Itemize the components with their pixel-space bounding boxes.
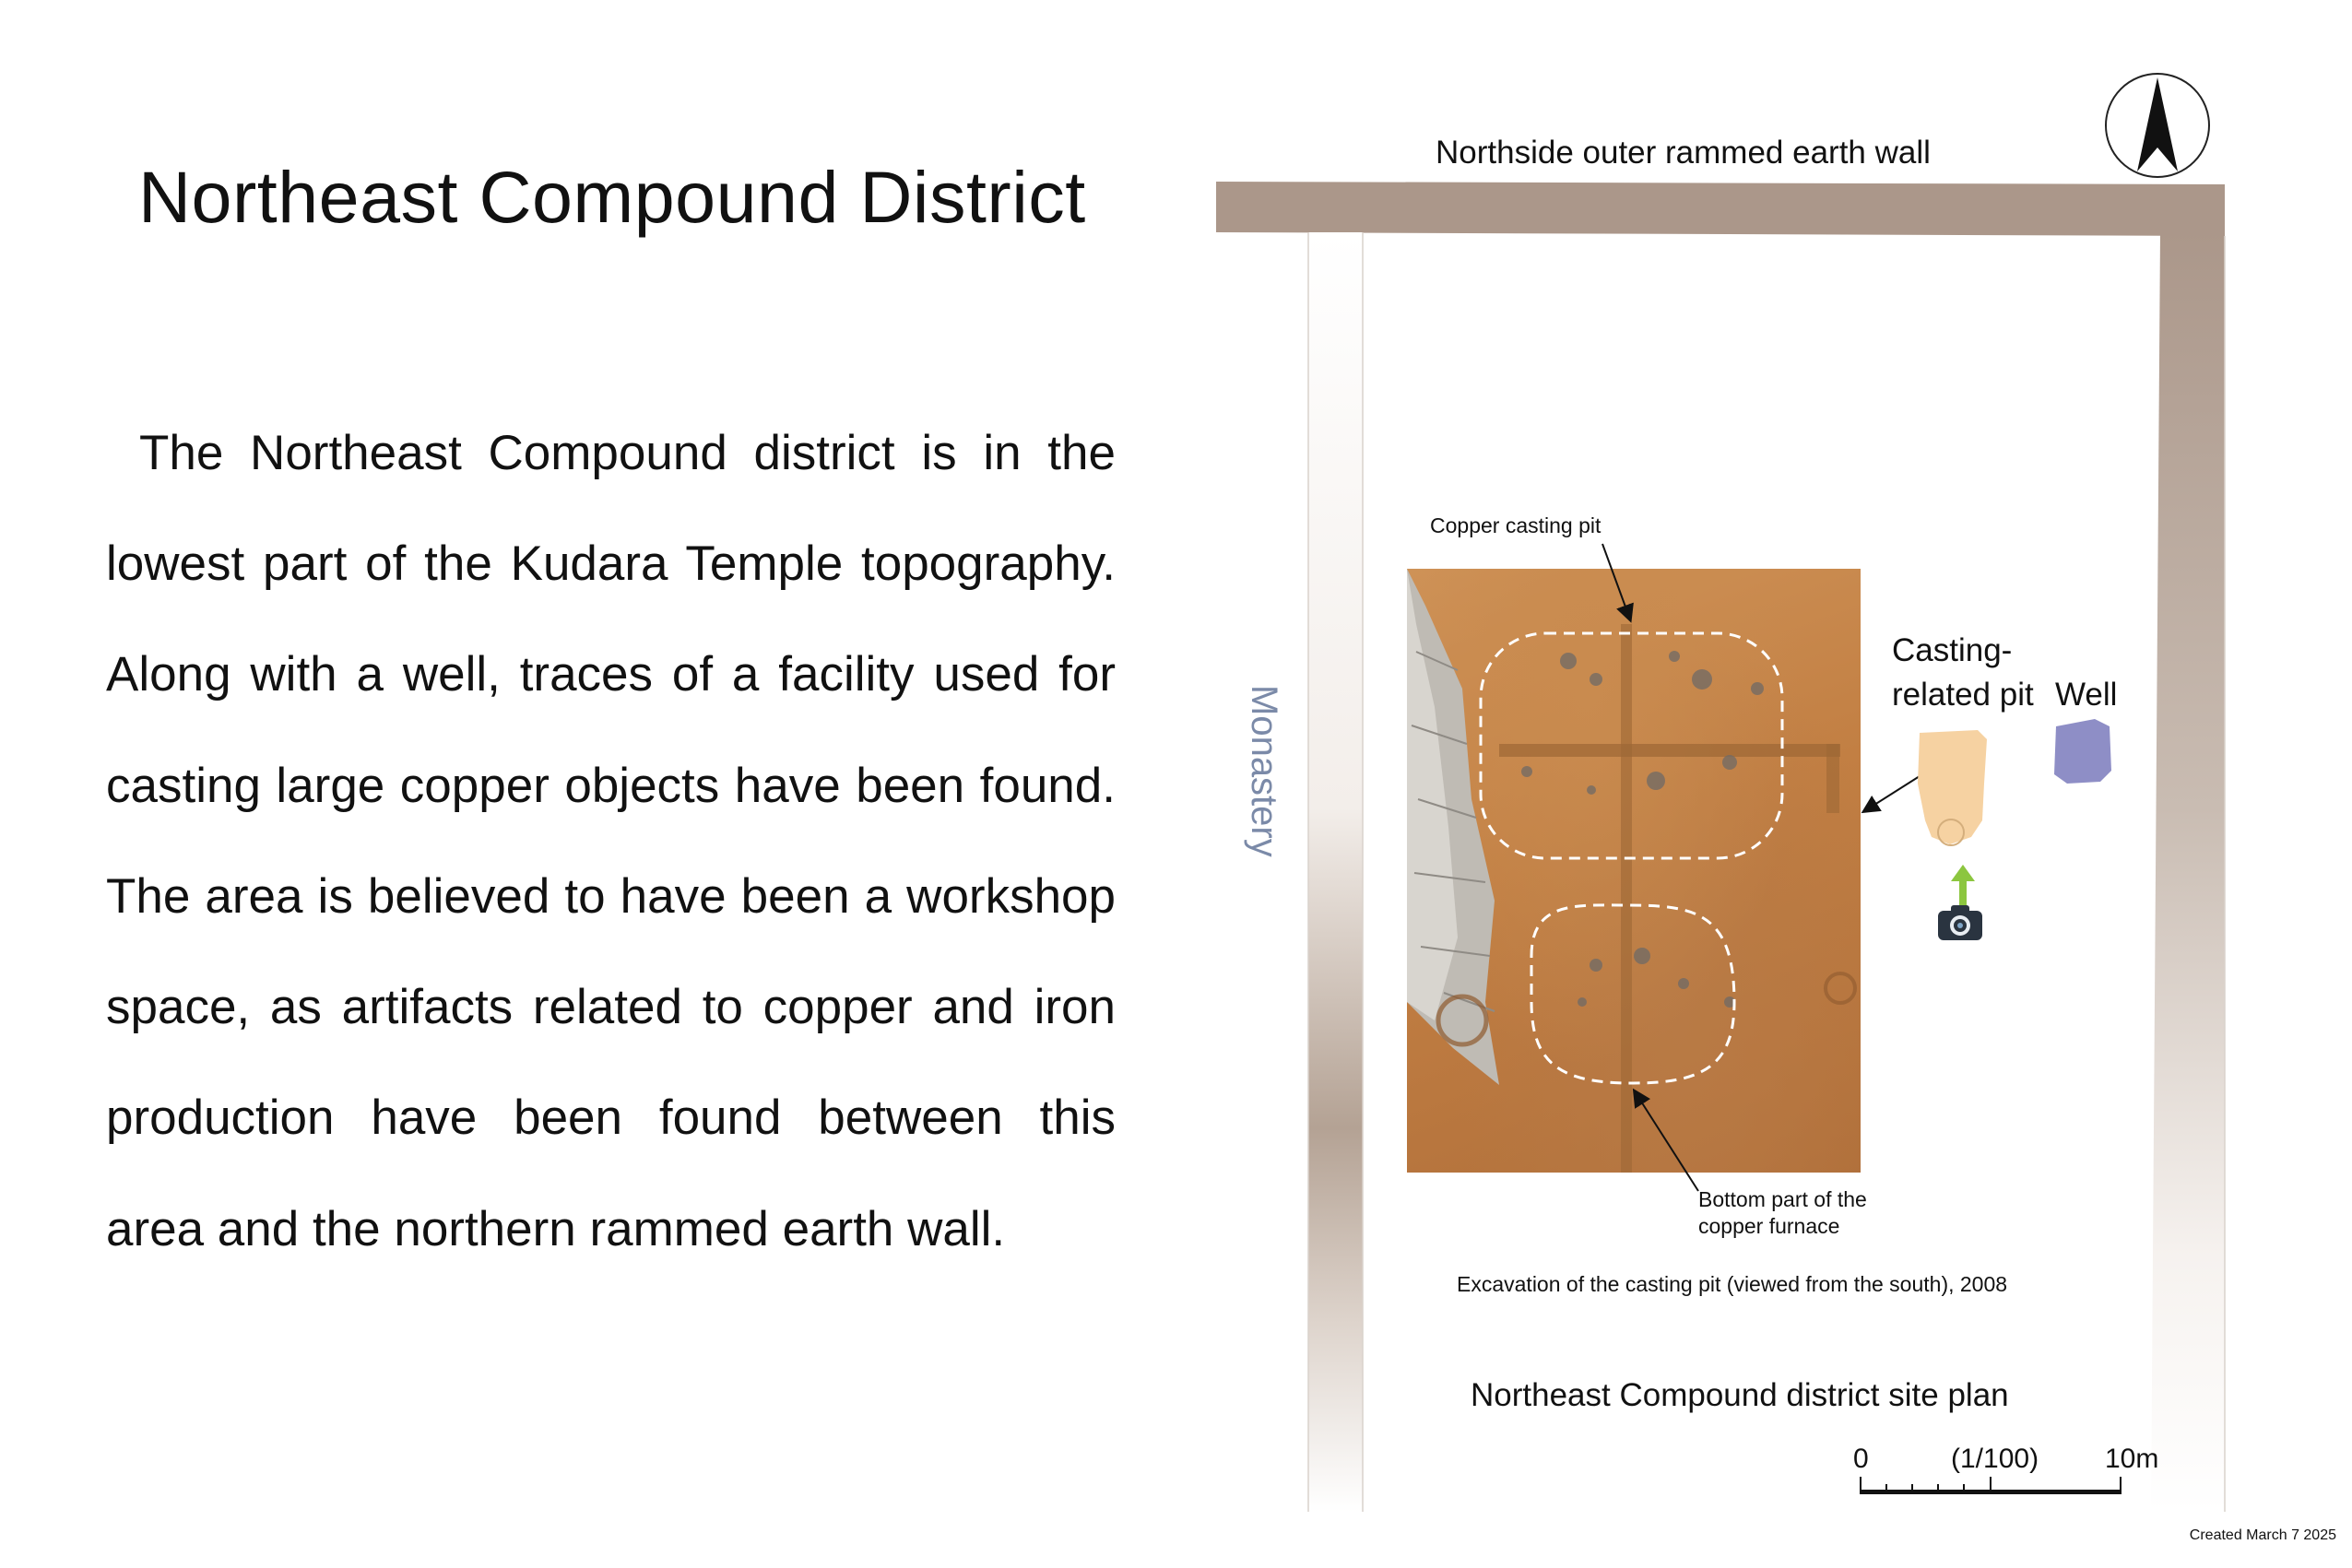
well-shape — [2049, 717, 2115, 787]
scale-end-label: 10m — [2105, 1444, 2159, 1474]
furnace-label-line2: copper furnace — [1698, 1214, 1840, 1238]
description-line: space, as artifacts related to copper and iron — [106, 980, 1116, 1034]
description-line: Along with a well, traces of a facility used for — [106, 647, 1116, 701]
site-plan-title: Northeast Compound district site plan — [1471, 1377, 2009, 1413]
camera-icon — [1934, 902, 1986, 944]
description-line: The Northeast Compound district is in the — [139, 426, 1116, 480]
casting-pit-label-line2: related pit — [1892, 677, 2034, 713]
casting-pit-shape — [1909, 728, 2010, 848]
scale-ratio-label: (1/100) — [1951, 1444, 2039, 1474]
well-label: Well — [2055, 677, 2118, 713]
furnace-arrow — [1635, 1091, 1698, 1191]
up-arrow-icon — [1949, 865, 1977, 905]
furnace-label-line1: Bottom part of the — [1698, 1187, 1867, 1211]
page-title: Northeast Compound District — [138, 156, 1086, 238]
description-line: The area is believed to have been a workshop — [106, 869, 1116, 924]
created-date: Created March 7 2025 — [2189, 1527, 2336, 1543]
monastery-text: Monastery — [1244, 685, 1284, 857]
description-line: lowest part of the Kudara Temple topography. — [106, 536, 1116, 591]
description-line: casting large copper objects have been found. — [106, 759, 1116, 813]
scale-bar — [1858, 1475, 2125, 1497]
scale-start-label: 0 — [1853, 1444, 1869, 1474]
copper-pit-arrow — [1602, 544, 1630, 619]
description-line: area and the northern rammed earth wall. — [106, 1202, 1006, 1256]
photo-caption: Excavation of the casting pit (viewed from the south), 2008 — [1457, 1272, 2008, 1296]
description-line: production have been found between this — [106, 1091, 1116, 1145]
copper-casting-pit-label: Copper casting pit — [1430, 513, 1601, 537]
casting-pit-label-line1: Casting- — [1892, 632, 2013, 668]
north-wall-label: Northside outer rammed earth wall — [1436, 135, 1931, 171]
